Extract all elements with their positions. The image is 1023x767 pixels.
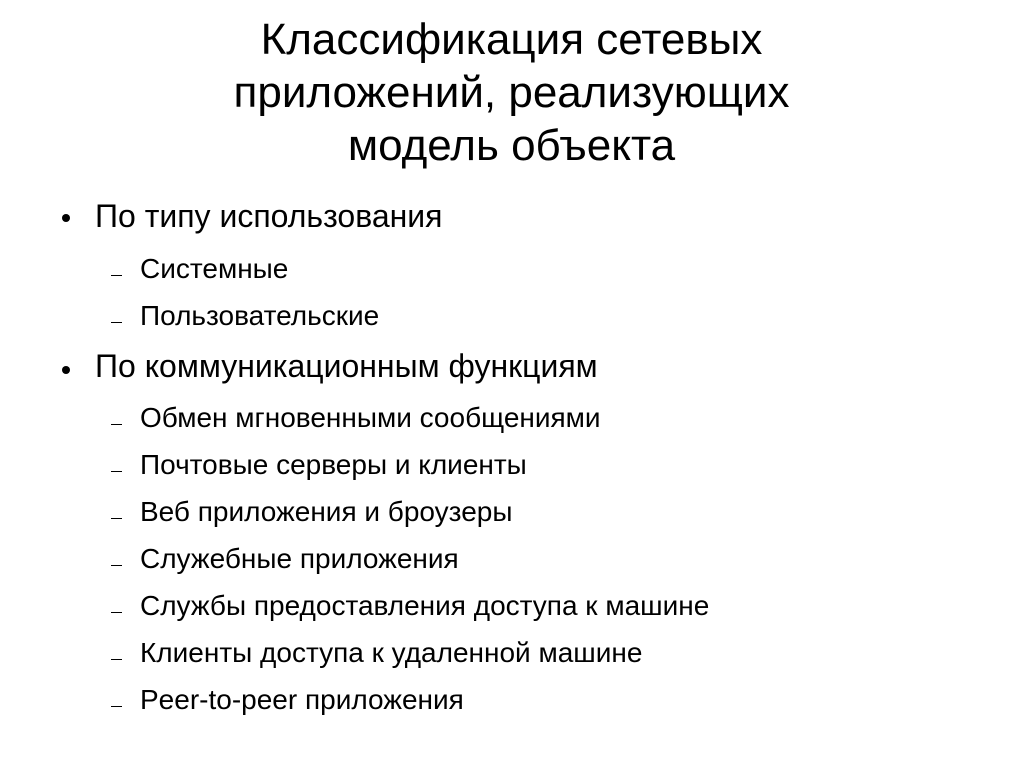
dash-icon [111, 612, 122, 613]
list-item-level2: Службы предоставления доступа к машине [140, 590, 710, 621]
dash-icon [111, 471, 122, 472]
bullet-dot-icon [62, 214, 70, 222]
slide-title-line: модель объекта [347, 121, 676, 170]
dash-icon [111, 322, 122, 323]
dash-icon [111, 659, 122, 660]
bullet-dot-icon [62, 366, 70, 374]
dash-icon [111, 518, 122, 519]
list-item-level2: Клиенты доступа к удаленной машине [140, 637, 643, 668]
list-item-level2: Системные [140, 253, 289, 284]
list-item-level2: Пользовательские [140, 300, 380, 331]
dash-icon [111, 424, 122, 425]
slide-title-line: Классификация сетевых [260, 15, 763, 64]
slide-title [0, 13, 1023, 172]
dash-icon [111, 275, 122, 276]
list-item-level2: Peer-to-peer приложения [140, 684, 464, 715]
slide-title-line: приложений, реализующих [233, 68, 790, 117]
list-item-level1: По коммуникационным функциям [95, 348, 598, 384]
list-item-level2: Обмен мгновенными сообщениями [140, 402, 601, 433]
dash-icon [111, 706, 122, 707]
list-item-level1: По типу использования [95, 198, 443, 234]
list-item-level2: Веб приложения и броузеры [140, 496, 513, 527]
dash-icon [111, 565, 122, 566]
list-item-level2: Служебные приложения [140, 543, 459, 574]
list-item-level2: Почтовые серверы и клиенты [140, 449, 527, 480]
